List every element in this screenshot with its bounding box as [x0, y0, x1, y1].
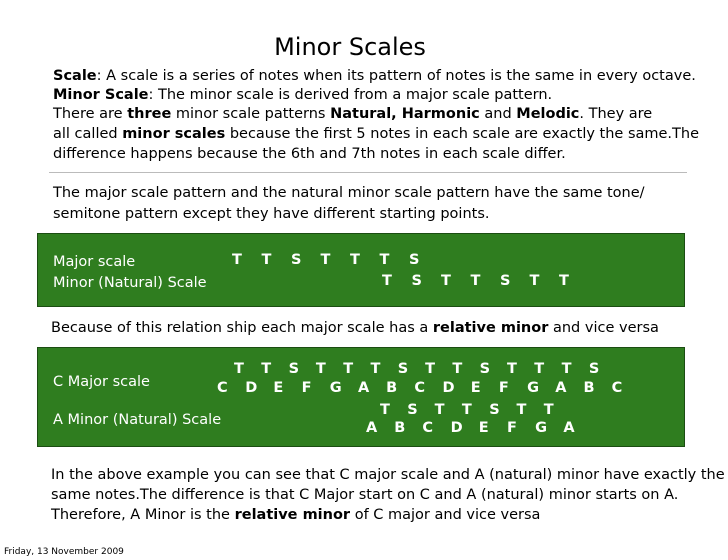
note: B: [386, 380, 398, 396]
pattern-step: T: [370, 361, 381, 377]
pattern-step: S: [397, 361, 409, 377]
note: F: [498, 380, 509, 396]
note: D: [245, 380, 258, 396]
pattern-step: T: [516, 402, 527, 418]
c-major-pattern: [234, 361, 616, 377]
note: A: [366, 420, 378, 436]
note: E: [470, 380, 481, 396]
pattern-step: S: [489, 402, 500, 418]
pattern-step: T: [506, 361, 517, 377]
note: G: [329, 380, 342, 396]
pattern-step: T: [320, 252, 331, 268]
pattern-step: S: [407, 402, 418, 418]
pattern-step: S: [479, 361, 491, 377]
pattern-step: T: [543, 402, 554, 418]
pattern-step: T: [529, 273, 540, 289]
pattern-step: T: [441, 273, 451, 289]
note: D: [450, 420, 463, 436]
note: C: [611, 380, 623, 396]
note: C: [217, 380, 228, 396]
pattern-step: S: [291, 252, 302, 268]
note: G: [527, 380, 539, 396]
pattern-step: T: [379, 252, 390, 268]
note: C: [422, 420, 434, 436]
c-major-label: C Major scale: [53, 374, 150, 390]
pattern-step: T: [261, 252, 272, 268]
a-minor-notes: [366, 420, 592, 436]
note: G: [535, 420, 548, 436]
conclusion-line-1: In the above example you can see that C major scale and A (natural) minor have exactly the: [51, 467, 725, 483]
note: A: [563, 420, 575, 436]
note: A: [357, 380, 370, 396]
pattern-step: T: [534, 361, 545, 377]
conclusion-line-3: Therefore, A Minor is the relative minor of C major and vice versa: [51, 507, 541, 523]
pattern-step: T: [261, 361, 272, 377]
pattern-step: T: [350, 252, 360, 268]
minor-pattern: [382, 273, 589, 289]
conclusion-line-2: same notes.The difference is that C Major start on C and A (natural) minor starts on A.: [51, 487, 679, 503]
pattern-step: T: [434, 402, 445, 418]
note: B: [583, 380, 595, 396]
difference-line: difference happens because the 6th and 7th notes in each scale differ.: [53, 146, 566, 162]
pattern-step: T: [559, 273, 569, 289]
note: E: [273, 380, 284, 396]
a-minor-label: A Minor (Natural) Scale: [53, 412, 222, 428]
major-scale-label: Major scale: [53, 254, 136, 270]
minor-scale-definition: Minor Scale: The minor scale is derived from a major scale pattern.: [53, 87, 553, 103]
pattern-step: T: [425, 361, 435, 377]
patterns-line: There are three minor scale patterns Natural, Harmonic and Melodic. They are: [53, 106, 653, 122]
compare-line-1: The major scale pattern and the natural minor scale pattern have the same tone/: [53, 185, 645, 201]
note: A: [555, 380, 567, 396]
relative-minor-line: Because of this relation ship each major scale has a relative minor and vice versa: [51, 320, 659, 336]
scale-definition: Scale: A scale is a series of notes when its pattern of notes is the same in every octave.: [53, 68, 696, 84]
pattern-step: S: [500, 273, 511, 289]
note: F: [301, 380, 312, 396]
pattern-step: T: [382, 273, 392, 289]
c-major-notes: [217, 380, 640, 396]
compare-line-2: semitone pattern except they have different starting points.: [53, 206, 490, 222]
pattern-step: T: [380, 402, 390, 418]
pattern-step: S: [409, 252, 420, 268]
pattern-step: S: [411, 273, 422, 289]
pattern-step: T: [234, 361, 244, 377]
a-minor-pattern: [380, 402, 571, 418]
note: B: [394, 420, 406, 436]
pattern-step: S: [588, 361, 600, 377]
pattern-step: T: [461, 402, 472, 418]
divider: [49, 172, 687, 173]
note: F: [506, 420, 517, 436]
minor-natural-scale-label: Minor (Natural) Scale: [53, 275, 207, 291]
pattern-step: T: [470, 273, 481, 289]
date-footer: Friday, 13 November 2009: [4, 547, 124, 557]
pattern-step: T: [232, 252, 242, 268]
note: E: [478, 420, 489, 436]
pattern-step: T: [561, 361, 572, 377]
note: C: [414, 380, 425, 396]
minor-scales-line: all called minor scales because the first 5 notes in each scale are exactly the same.The: [53, 126, 700, 142]
page-title: Minor Scales: [274, 33, 426, 61]
scale-pattern-box: [37, 233, 685, 307]
pattern-step: T: [343, 361, 354, 377]
pattern-step: S: [288, 361, 300, 377]
major-pattern: [232, 252, 439, 268]
note: D: [442, 380, 455, 396]
pattern-step: T: [452, 361, 463, 377]
pattern-step: T: [315, 361, 326, 377]
